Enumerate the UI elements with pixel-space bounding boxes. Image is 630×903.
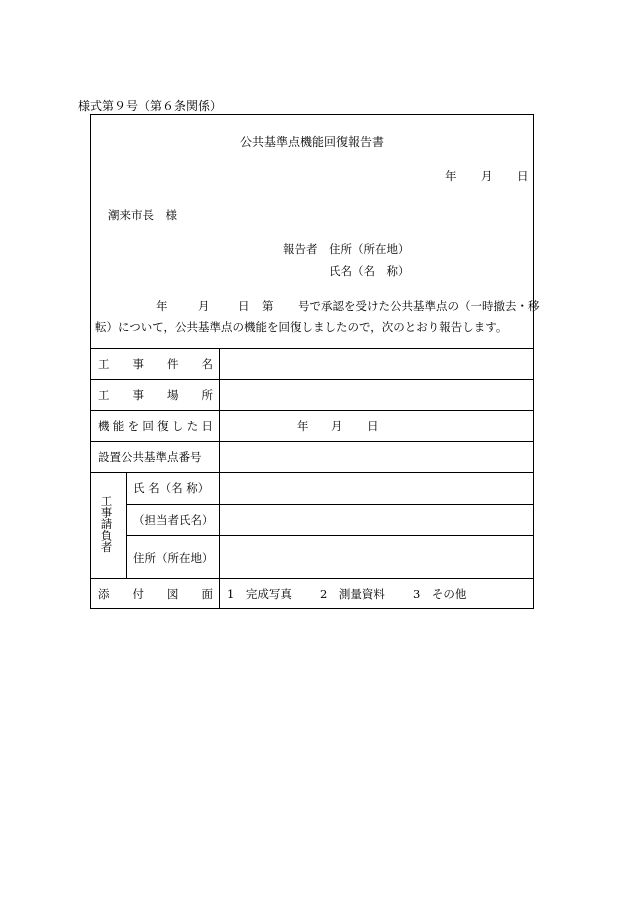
column-line <box>126 472 127 578</box>
attachment-other: 3 その他 <box>413 587 467 601</box>
label-char: 復 <box>157 419 169 433</box>
label-char: を <box>127 419 140 433</box>
date-year: 年 <box>445 169 457 183</box>
row-line <box>91 441 533 442</box>
label-char: 工 <box>98 388 110 402</box>
table-top-line <box>91 348 533 349</box>
row-line <box>91 410 533 411</box>
contractor-address-label: 住所（所在地） <box>133 551 214 565</box>
row-line <box>126 535 533 536</box>
construction-place-label <box>98 387 213 403</box>
label-char: 工 <box>98 357 110 371</box>
report-form <box>90 114 540 609</box>
reporter-name-label: 氏名（名 称） <box>329 264 410 278</box>
body-rest: 号で承認を受けた公共基準点の（一時撤去・移 <box>298 299 540 313</box>
restored-date-label <box>98 418 213 434</box>
body-text-line2: 転）について，公共基準点の機能を回復しましたので，次のとおり報告します。 <box>95 320 508 334</box>
label-char: 図 <box>167 587 179 601</box>
body-dai: 第 <box>262 299 274 313</box>
date-day: 日 <box>517 169 529 183</box>
row-line <box>91 472 533 473</box>
label-char: 能 <box>112 419 125 433</box>
attachment-label <box>98 586 213 602</box>
label-char: 付 <box>132 587 144 601</box>
label-char: 件 <box>167 357 179 371</box>
label-char: 日 <box>201 419 213 433</box>
document-title: 公共基準点機能回復報告書 <box>239 135 384 149</box>
form-number: 様式第９号（第６条関係） <box>78 99 223 113</box>
row-line <box>126 504 533 505</box>
column-line <box>219 348 220 608</box>
label-char: 名 <box>201 357 213 371</box>
row-line <box>91 379 533 380</box>
attachment-photos: 1 完成写真 <box>227 587 292 601</box>
label-char: 場 <box>167 388 179 402</box>
label-char: 事 <box>132 388 144 402</box>
restored-day: 日 <box>367 419 379 433</box>
reporter-address-label: 報告者 住所（所在地） <box>283 242 410 256</box>
body-year: 年 <box>156 299 168 313</box>
construction-name-label <box>98 356 213 372</box>
addressee: 潮来市長 様 <box>108 208 177 222</box>
row-line <box>91 578 533 579</box>
contractor-person-label: （担当者氏名） <box>133 513 214 527</box>
point-number-label: 設置公共基準点番号 <box>98 450 202 464</box>
label-char: 機 <box>98 419 110 433</box>
date-month: 月 <box>481 169 493 183</box>
contractor-name-label: 氏 名（名 称） <box>133 481 210 495</box>
label-char: 所 <box>201 388 213 402</box>
restored-month: 月 <box>331 419 343 433</box>
label-char: 回 <box>142 419 154 433</box>
label-char: し <box>171 419 184 433</box>
label-char: 面 <box>201 587 213 601</box>
restored-year: 年 <box>297 419 309 433</box>
label-char: 事 <box>132 357 144 371</box>
attachment-survey: 2 測量資料 <box>320 587 385 601</box>
label-char: た <box>186 419 199 433</box>
body-month: 月 <box>198 299 210 313</box>
contractor-label: 工事請負者 <box>99 495 114 553</box>
body-day: 日 <box>238 299 250 313</box>
label-char: 添 <box>98 587 110 601</box>
form-header <box>91 115 540 348</box>
